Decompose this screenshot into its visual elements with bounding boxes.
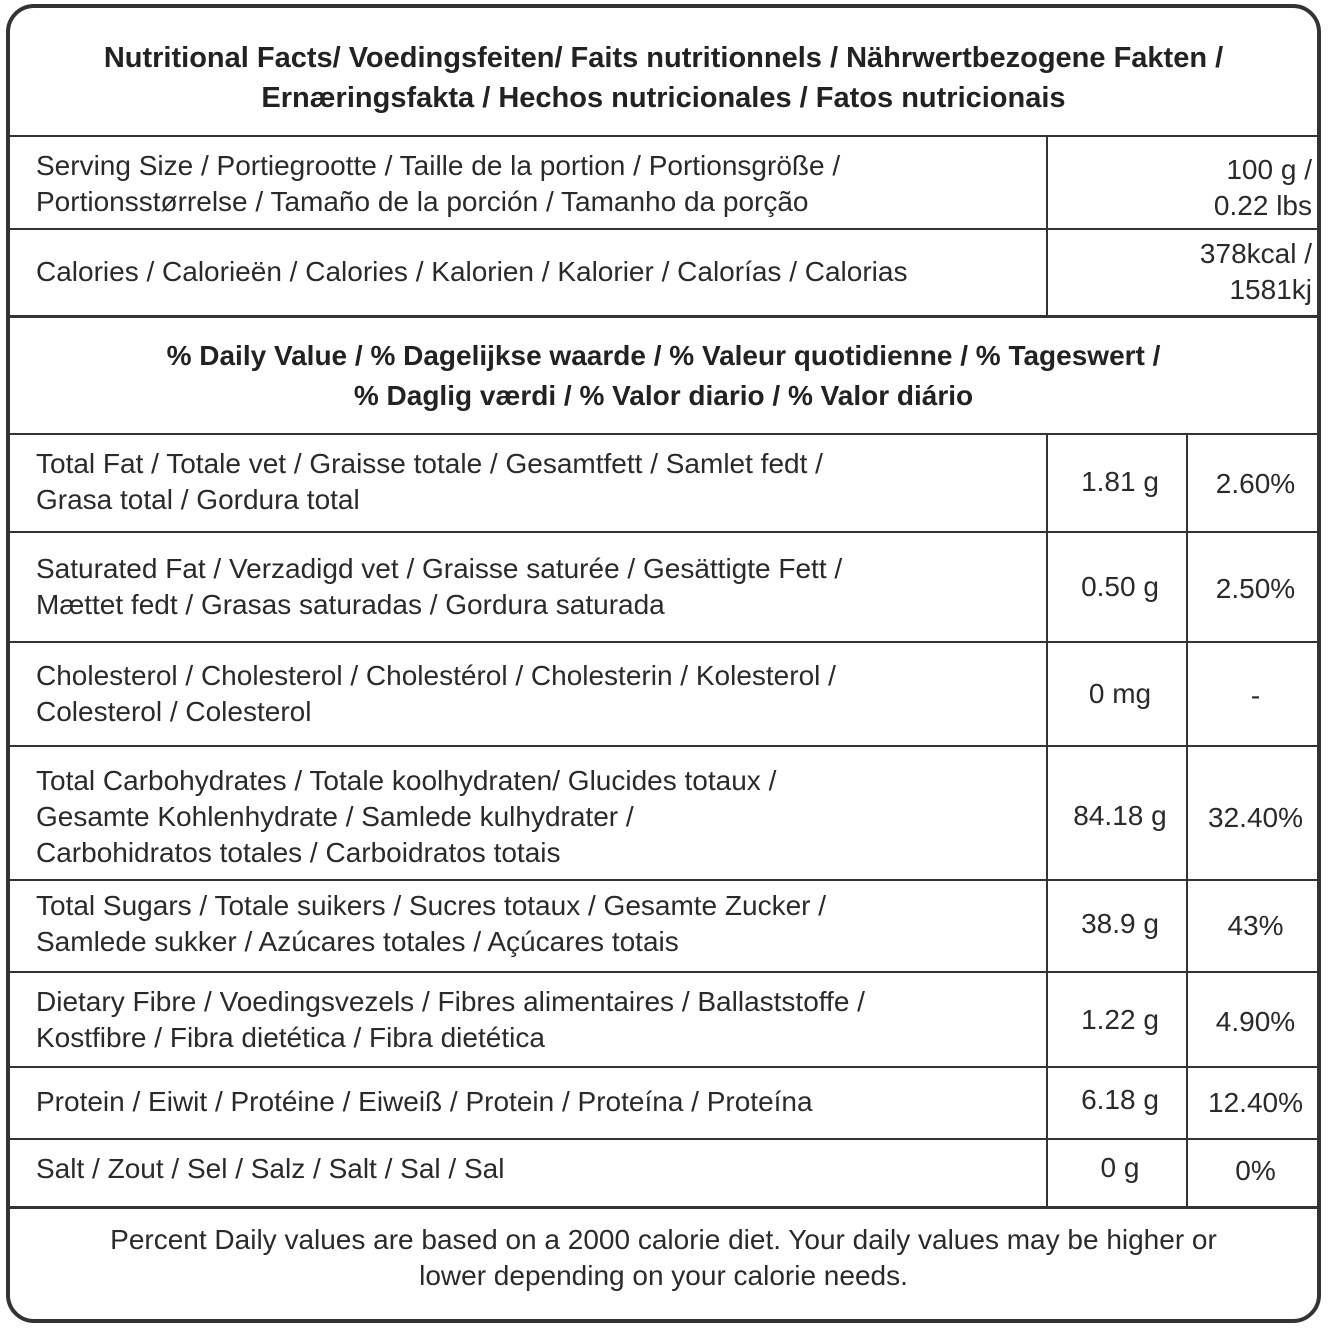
nutrient-label-line: Salt / Zout / Sel / Salz / Salt / Sal / Sal — [36, 1153, 505, 1184]
nutrient-amount-salt: 0 g — [1100, 1152, 1140, 1183]
nutrient-label-saturated-fat — [36, 551, 842, 623]
column-divider — [1046, 135, 1048, 316]
nutrient-label-line: Gesamte Kohlenhydrate / Samlede kulhydrater / — [36, 801, 634, 832]
nutrient-label-line: Grasa total / Gordura total — [36, 484, 360, 515]
nutrient-percent-total-fat: 2.60% — [1215, 468, 1296, 499]
column-divider — [1186, 433, 1188, 1208]
nutrient-label-total-carbohydrates — [36, 763, 776, 871]
nutrient-label-line: Samlede sukker / Azúcares totales / Açúcares totais — [36, 926, 679, 957]
nutrient-label-line: Mættet fedt / Grasas saturadas / Gordura saturada — [36, 589, 665, 620]
serving-size-label — [36, 148, 840, 220]
nutrient-amount-total-sugars: 38.9 g — [1081, 908, 1159, 939]
nutrient-amount-saturated-fat: 0.50 g — [1081, 571, 1159, 602]
nutrient-label-salt — [36, 1151, 504, 1187]
serving-size-value-line-2: 0.22 lbs — [1213, 190, 1312, 221]
nutrient-label-line: Dietary Fibre / Voedingsvezels / Fibres alimentaires / Ballaststoffe / — [36, 986, 865, 1017]
serving-size-label-line-2: Portionsstørrelse / Tamaño de la porción / Tamanho da porção — [36, 186, 809, 217]
divider — [10, 433, 1317, 435]
label-title — [10, 38, 1317, 118]
nutrient-label-line: Protein / Eiwit / Protéine / Eiweiß / Protein / Proteína / Proteína — [36, 1086, 813, 1117]
divider — [10, 531, 1317, 533]
divider — [10, 135, 1317, 137]
nutrient-percent-cholesterol: - — [1250, 680, 1261, 711]
nutrition-facts-label — [6, 4, 1321, 1323]
nutrient-amount-total-carbohydrates: 84.18 g — [1073, 800, 1167, 831]
nutrient-label-dietary-fibre — [36, 984, 865, 1056]
divider — [10, 1138, 1317, 1140]
nutrient-amount-total-fat: 1.81 g — [1081, 466, 1159, 497]
nutrient-label-line: Saturated Fat / Verzadigd vet / Graisse saturée / Gesättigte Fett / — [36, 553, 843, 584]
title-line-1: Nutritional Facts/ Voedingsfeiten/ Faits nutritionnels / Nährwertbezogene Fakten / — [103, 42, 1224, 74]
divider — [10, 641, 1317, 643]
serving-size-value-line-1: 100 g / — [1226, 154, 1312, 185]
nutrient-label-line: Kostfibre / Fibra dietética / Fibra dietética — [36, 1022, 545, 1053]
nutrient-label-line: Total Sugars / Totale suikers / Sucres totaux / Gesamte Zucker / — [36, 890, 827, 921]
nutrient-amount-cholesterol: 0 mg — [1088, 678, 1152, 709]
divider — [10, 1066, 1317, 1068]
divider — [10, 228, 1317, 230]
calories-value — [1050, 236, 1312, 308]
nutrient-label-protein — [36, 1084, 813, 1120]
footer-note-line-2: lower depending on your calorie needs. — [419, 1260, 908, 1291]
nutrient-percent-total-carbohydrates: 32.40% — [1208, 802, 1303, 833]
nutrient-percent-salt: 0% — [1235, 1155, 1276, 1186]
nutrient-label-line: Colesterol / Colesterol — [36, 696, 312, 727]
nutrient-label-total-sugars — [36, 888, 826, 960]
daily-value-header-line-1: % Daily Value / % Dagelijkse waarde / % Valeur quotidienne / % Tageswert / — [166, 340, 1161, 371]
nutrient-percent-saturated-fat: 2.50% — [1215, 573, 1296, 604]
calories-label: Calories / Calorieën / Calories / Kalorien / Kalorier / Calorías / Calorias — [36, 256, 908, 287]
column-divider — [1046, 433, 1048, 1208]
nutrient-label-cholesterol — [36, 658, 836, 730]
nutrient-label-line: Total Fat / Totale vet / Graisse totale / Gesamtfett / Samlet fedt / — [36, 448, 823, 479]
divider — [10, 971, 1317, 973]
nutrient-percent-dietary-fibre: 4.90% — [1215, 1006, 1296, 1037]
daily-value-header — [10, 336, 1317, 416]
nutrient-percent-total-sugars: 43% — [1227, 910, 1284, 941]
divider — [10, 879, 1317, 881]
nutrient-label-line: Cholesterol / Cholesterol / Cholestérol / Cholesterin / Kolesterol / — [36, 660, 836, 691]
serving-size-label-line-1: Serving Size / Portiegrootte / Taille de la portion / Portionsgröße / — [36, 150, 841, 181]
calories-value-line-1: 378kcal / — [1199, 238, 1312, 269]
nutrient-percent-protein: 12.40% — [1208, 1087, 1303, 1118]
title-line-2: Ernæringsfakta / Hechos nutricionales / Fatos nutricionais — [261, 82, 1066, 114]
divider — [10, 315, 1317, 318]
nutrient-label-total-fat — [36, 446, 823, 518]
nutrient-label-line: Carbohidratos totales / Carboidratos totais — [36, 837, 561, 868]
nutrient-amount-dietary-fibre: 1.22 g — [1081, 1004, 1159, 1035]
footer-note — [10, 1222, 1317, 1294]
divider — [10, 1206, 1317, 1209]
footer-note-line-1: Percent Daily values are based on a 2000 calorie diet. Your daily values may be higher or — [110, 1224, 1217, 1255]
calories-value-line-2: 1581kj — [1229, 274, 1312, 305]
nutrient-amount-protein: 6.18 g — [1081, 1084, 1159, 1115]
serving-size-value — [1050, 152, 1312, 224]
divider — [10, 745, 1317, 747]
nutrient-label-line: Total Carbohydrates / Totale koolhydraten/ Glucides totaux / — [36, 765, 777, 796]
daily-value-header-line-2: % Daglig værdi / % Valor diario / % Valor diário — [353, 380, 974, 411]
